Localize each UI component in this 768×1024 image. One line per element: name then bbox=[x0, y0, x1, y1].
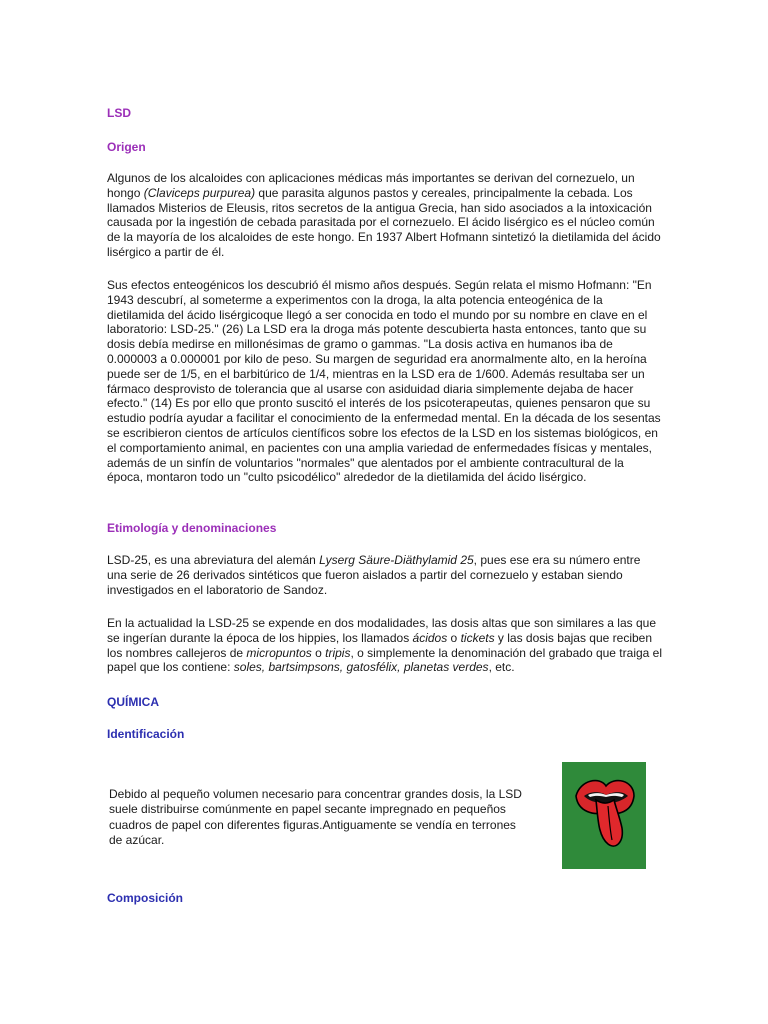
text-run: , etc. bbox=[488, 660, 515, 675]
text-run: , o simplemente la denominación del grabado que traiga el papel que los contiene: bbox=[107, 645, 662, 675]
text-run: , pues ese era su número entre una serie de 26 derivados sintéticos que fueron aislados a partir del cornezuelo y estaban siendo investigados en el laboratorio de Sandoz. bbox=[107, 553, 641, 597]
italic-run: soles, bartsimpsons, gatosfélix, planetas verdes bbox=[233, 660, 489, 675]
heading-origen: Origen bbox=[107, 140, 146, 154]
heading-quimica: QUÍMICA bbox=[107, 695, 159, 709]
text-run: LSD-25, es una abreviatura del alemán bbox=[107, 553, 320, 567]
paragraph-etimologia-2 bbox=[107, 616, 663, 675]
heading-composicion: Composición bbox=[107, 891, 184, 905]
text-run: o bbox=[447, 630, 461, 645]
heading-etimologia: Etimología y denominaciones bbox=[107, 521, 277, 535]
paragraph-origen-1 bbox=[107, 171, 663, 260]
identificacion-text: Debido al pequeño volumen necesario para concentrar grandes dosis, la LSD suele distribuirse comúnmente en papel secante impregnado en pequeños cuadros de papel con diferentes figuras.Antiguamente se vendía en terrones de azúcar. bbox=[109, 787, 522, 848]
italic-run: tripis bbox=[325, 645, 351, 660]
text-run: y las dosis bajas que reciben los nombres callejeros de bbox=[107, 630, 653, 660]
tongue-and-lips-logo-icon bbox=[562, 762, 646, 869]
text-run: o bbox=[311, 645, 326, 660]
text-run: que parasita algunos pastos y cereales, principalmente la cebada. Los llamados Misterios de Eleusis, ritos secretos de la antigua Grecia, han sido asociados a la intoxicación causada por la ingestión de cebada parasitada por el cornezuelo. El ácido lisérgico es el núcleo común de la mayoría de los alcaloides de este hongo. En 1937 Albert Hofmann sintetizó la dietilamida del ácido lisérgico a partir de él. bbox=[107, 185, 661, 259]
text-run: Algunos de los alcaloides con aplicaciones médicas más importantes se derivan del cornezuelo, un hongo bbox=[107, 171, 635, 200]
paragraph-etimologia-1 bbox=[107, 553, 663, 597]
tongue-and-lips-logo-image bbox=[562, 762, 646, 869]
text-run: En la actualidad la LSD-25 se expende en dos modalidades, las dosis altas que son similares a las que se ingerían durante la época de los hippies, los llamados bbox=[107, 616, 656, 645]
italic-run: (Claviceps purpurea) bbox=[143, 185, 256, 200]
italic-run: tickets bbox=[460, 630, 495, 645]
paragraph-origen-2: Sus efectos enteogénicos los descubrió él mismo años después. Según relata el mismo Hofmann: "En 1943 descubrí, al someterme a experimentos con la droga, la alta potencia enteogénica de la dietilamida del ácido lisérgicoque llegó a ser conocida en todo el mundo por su nombre en clave en el laboratorio: LSD-25." (26) La LSD era la droga más potente descubierta hasta entonces, tanto que su dosis debía medirse en millonésimas de gramo o gammas. "La dosis activa en humanos iba de 0.000003 a 0.000001 por kilo de peso. Su margen de seguridad era anormalmente alto, en la heroína puede ser de 1/5, en el barbitúrico de 1/4, mientras en la LSD era de 1/600. Además resultaba ser un fármaco desprovisto de tolerancia que al usarse con asiduidad diaria simplemente dejaba de hacer efecto." (14) Es por ello que pronto suscitó el interés de los psicoterapeutas, quienes pensaron que su estudio podría ayudar a facilitar el conocimiento de la enfermedad mental. En la década de los sesentas se escribieron cientos de artículos científicos sobre los efectos de la LSD en los sistemas biológicos, en el comportamiento animal, en pacientes con una amplia variedad de enfermedades físicas y mentales, además de un sinfín de voluntarios "normales" que alentados por el ambiente contracultural de la época, montaron todo un "culto psicodélico" alrededor de la dietilamida del ácido lisérgico. bbox=[107, 278, 661, 485]
title-lsd: LSD bbox=[107, 106, 131, 120]
italic-run: ácidos bbox=[412, 630, 448, 645]
heading-identificacion: Identificación bbox=[107, 727, 185, 741]
italic-run: micropuntos bbox=[246, 645, 312, 660]
italic-run: Lyserg Säure-Diäthylamid 25 bbox=[319, 553, 474, 567]
